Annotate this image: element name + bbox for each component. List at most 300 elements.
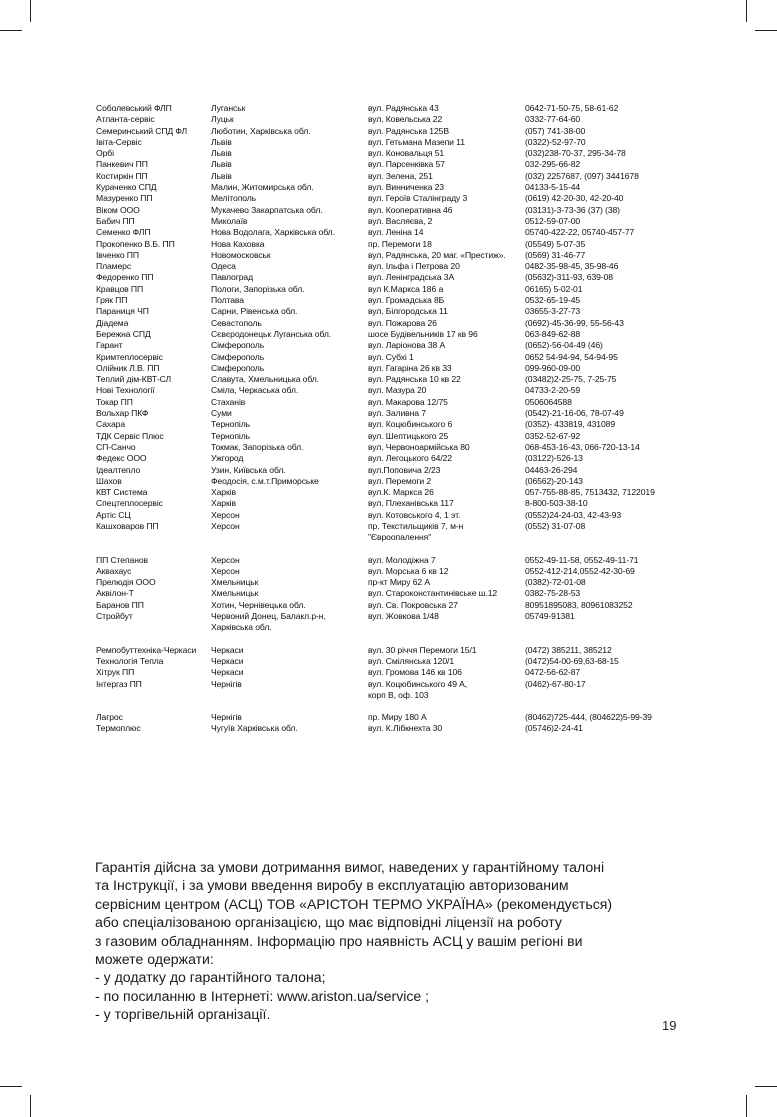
- dealer-address: [368, 306, 525, 317]
- dealer-phone: (0619) 42-20-30, 42-20-40: [525, 193, 624, 204]
- dealer-phone: 0512-59-07-00: [525, 215, 581, 226]
- table-row: [96, 205, 696, 216]
- dealer-phone: 05740-422-22, 05740-457-77: [525, 227, 635, 238]
- dealer-phone: (03122)-526-13: [525, 453, 583, 464]
- dealer-phone: 057-755-88-85, 7513432, 7122019: [525, 487, 655, 498]
- dealer-name: Бабич ПП: [96, 215, 135, 226]
- dealer-name: КВТ Система: [96, 487, 148, 498]
- table-row: [96, 363, 696, 374]
- dealer-address: [368, 679, 525, 702]
- dealer-phone: (0472) 385211, 385212: [525, 644, 612, 655]
- dealer-phone: 068-453-16-43, 066-720-13-14: [525, 441, 640, 452]
- dealer-address: [368, 148, 525, 159]
- crop-mark: [746, 1095, 747, 1117]
- dealer-phone: 0472-56-62-87: [525, 667, 581, 678]
- dealer-address: [368, 216, 525, 227]
- dealer-city-line: Полтава: [211, 295, 244, 306]
- dealer-city: [211, 126, 368, 137]
- dealer-address: [368, 103, 525, 114]
- dealer-name: Технологія Тепла: [96, 655, 164, 666]
- warranty-note-line: сервісним центром (АСЦ) ТОВ «АРІСТОН ТЕРМО УКРАЇНА» (рекомендується): [95, 895, 613, 912]
- dealer-name: Соболевський ФЛП: [96, 103, 172, 113]
- dealer-phone: 06165) 5-02-01: [525, 283, 583, 294]
- dealer-name: ПП Степанов: [96, 554, 148, 565]
- dealer-address: [368, 408, 525, 419]
- dealer-city-line: Сєвєродонецьк Луганська обл.: [211, 328, 332, 339]
- dealer-address-line: вул. Парсенківка 57: [368, 159, 445, 170]
- dealer-city-line: Одеса: [211, 261, 236, 272]
- dealer-name: Панкевич ПП: [96, 159, 148, 170]
- dealer-city-line: Нова Водолага, Харківська обл.: [211, 227, 335, 238]
- dealer-address-line: вул. Заливна 7: [368, 408, 426, 419]
- dealer-name: Семенко ФЛП: [96, 227, 151, 238]
- dealer-name: Кураченко СПД: [96, 182, 157, 193]
- dealer-city: [211, 465, 368, 476]
- dealer-city-line: Новомосковськ: [211, 249, 271, 260]
- dealer-address: [368, 611, 525, 634]
- dealer-address: [368, 600, 525, 611]
- dealer-city-line: Луганськ: [211, 103, 246, 113]
- dealer-city: [211, 442, 368, 453]
- table-row: [96, 510, 696, 521]
- dealer-city-line: Ужгород: [211, 453, 244, 464]
- dealer-address-line: вул. Морська 6 кв 12: [368, 565, 449, 576]
- table-row: [96, 261, 696, 272]
- dealer-city: [211, 318, 368, 329]
- table-row: [96, 171, 696, 182]
- table-row: [96, 385, 696, 396]
- dealer-address-line: вул. Плеханівська 117: [368, 498, 454, 509]
- dealer-city: [211, 261, 368, 272]
- dealer-city-line: Пологи, Запорізька обл.: [211, 283, 305, 294]
- dealer-name: ТДК Сервіс Плюс: [96, 430, 164, 441]
- dealer-phone: (0472)54-00-69,63-68-15: [525, 655, 619, 666]
- dealer-name: Бережна СПД: [96, 328, 151, 339]
- dealer-city-line: Мукачево Закарпатська обл.: [211, 204, 323, 215]
- dealer-address-line: вул. Радянська 10 кв 22: [368, 374, 461, 385]
- dealer-city-line: Сімферополь: [211, 351, 265, 362]
- dealer-address: [368, 510, 525, 521]
- dealer-address: [368, 555, 525, 566]
- dealer-city: [211, 667, 368, 678]
- dealer-address-line: вул. Кооперативна 46: [368, 204, 453, 215]
- table-row: [96, 419, 696, 430]
- dealer-address: [368, 295, 525, 306]
- dealer-city-line: Токмак, Запорізька обл.: [211, 441, 304, 452]
- dealer-phone: (0552)24-24-03, 42-43-93: [525, 509, 622, 520]
- dealer-city: [211, 148, 368, 159]
- dealer-phone: (057) 741-38-00: [525, 125, 586, 136]
- dealer-city: [211, 645, 368, 656]
- dealer-city-line: Хотин, Чернівецька обл.: [211, 599, 306, 610]
- table-row: [96, 374, 696, 385]
- dealer-name: Спецтеплосервіс: [96, 498, 163, 509]
- table-row: [96, 476, 696, 487]
- dealer-address-line: вул. 30 річчя Перемоги 15/1: [368, 644, 477, 655]
- dealer-address-line: вул. Перемоги 2: [368, 475, 432, 486]
- dealer-city: [211, 284, 368, 295]
- dealer-phone: 0552-49-11-58, 0552-49-11-71: [525, 554, 639, 565]
- table-row: [96, 611, 696, 634]
- dealer-phone: 0652 54-94-94, 54-94-95: [525, 351, 618, 362]
- dealer-name: Ідеалтепло: [96, 464, 141, 475]
- table-row: [96, 723, 696, 734]
- dealer-city-line: Хмельницьк: [211, 588, 259, 599]
- table-row: [96, 114, 696, 125]
- dealer-address-line: вул. Ільфа і Петрова 20: [368, 261, 460, 272]
- table-row: [96, 465, 696, 476]
- dealer-city-line: Узин, Київська обл.: [211, 464, 286, 475]
- dealer-address-line: вул. Св. Покровська 27: [368, 599, 458, 610]
- dealer-address-line: пр. Перемоги 18: [368, 238, 432, 249]
- dealer-address-line: вул. Громадська 8Б: [368, 295, 445, 306]
- dealer-city-line: Львів: [211, 136, 232, 147]
- table-row: [96, 148, 696, 159]
- table-row: [96, 487, 696, 498]
- dealer-name: Стройбут: [96, 611, 133, 622]
- dealer-city: [211, 182, 368, 193]
- table-row: [96, 667, 696, 678]
- dealer-city-line: Львів: [211, 170, 232, 181]
- dealer-address: [368, 239, 525, 250]
- dealer-phone: (03131)-3-73-36 (37) (38): [525, 204, 620, 215]
- dealer-phone: (0352)- 433819, 431089: [525, 419, 616, 430]
- dealer-address: [368, 329, 525, 340]
- dealer-phone: 0532-65-19-45: [525, 295, 581, 306]
- dealer-address: [368, 476, 525, 487]
- dealer-city-line: Сімферополь: [211, 340, 265, 351]
- dealer-name: Пламерс: [96, 261, 132, 272]
- dealer-city-line: Мелітополь: [211, 193, 257, 204]
- dealer-address-line: "Євроопалення": [368, 532, 432, 543]
- dealer-phone: (80462)725-444, (804622)5-99-39: [525, 712, 652, 723]
- dealer-address-line: вул. Червоноармійська 80: [368, 441, 470, 452]
- dealer-city-line: Феодосія, с.м.т.Приморське: [211, 475, 319, 486]
- dealer-name: Кравцов ПП: [96, 283, 144, 294]
- dealer-name: Івіта-Сервіс: [96, 136, 142, 147]
- dealer-address: [368, 566, 525, 577]
- dealer-address: [368, 453, 525, 464]
- table-row: [96, 137, 696, 148]
- dealer-address-line: вул. Коцюбинського 6: [368, 419, 453, 430]
- dealer-address-line: вул. Коцюбинського 49 А,: [368, 678, 468, 689]
- dealer-address: [368, 385, 525, 396]
- dealer-address-line: вул. Староконстантинівське ш.12: [368, 588, 498, 599]
- table-row: [96, 679, 696, 702]
- dealer-address: [368, 193, 525, 204]
- dealer-city: [211, 352, 368, 363]
- dealer-name: Баранов ПП: [96, 599, 144, 610]
- dealer-name: Шахов: [96, 475, 122, 486]
- dealer-address-line: пр. Текстильщиків 7, м-н: [368, 520, 464, 531]
- table-row: [96, 588, 696, 599]
- table-row: [96, 329, 696, 340]
- dealer-name: Нові Технології: [96, 385, 155, 396]
- dealer-address-line: вул. Леніна 14: [368, 227, 424, 238]
- dealer-name: Ремпобуттехніка-Черкаси: [96, 644, 197, 655]
- dealer-city-line: Херсон: [211, 554, 240, 565]
- dealer-city: [211, 431, 368, 442]
- dealer-address: [368, 419, 525, 430]
- dealer-name: Федоренко ПП: [96, 272, 154, 283]
- dealer-phone: (032) 2257687, (097) 3441678: [525, 170, 639, 181]
- dealer-phone: (0569) 31-46-77: [525, 249, 586, 260]
- dealer-phone: 0332-77-64-60: [525, 114, 581, 125]
- dealer-phone: 099-960-09-00: [525, 362, 581, 373]
- dealer-city: [211, 521, 368, 544]
- dealer-address: [368, 431, 525, 442]
- dealer-city: [211, 374, 368, 385]
- dealer-city: [211, 250, 368, 261]
- dealer-city: [211, 103, 368, 114]
- dealer-city-line: Харківська обл.: [211, 622, 272, 633]
- dealer-name: Термоплюс: [96, 723, 141, 734]
- dealer-address: [368, 645, 525, 656]
- dealer-city: [211, 577, 368, 588]
- dealer-city-line: Херсон: [211, 520, 240, 531]
- table-row: [96, 712, 696, 723]
- dealer-phone: 03655-3-27-73: [525, 306, 581, 317]
- table-row: [96, 272, 696, 283]
- dealer-city-line: Павлоград: [211, 272, 254, 283]
- dealer-city: [211, 171, 368, 182]
- dealer-city: [211, 453, 368, 464]
- table-row: [96, 645, 696, 656]
- dealer-city-line: Чернігів: [211, 712, 242, 723]
- dealer-name: Теплий дім-КВТ-СЛ: [96, 374, 172, 385]
- dealer-address-line: вул. Винниченка 23: [368, 182, 444, 193]
- table-row: [96, 431, 696, 442]
- dealer-phone: (0552) 31-07-08: [525, 520, 586, 531]
- dealer-address-line: вул. Шептицького 25: [368, 430, 449, 441]
- dealer-phone: (0652)-56-04-49 (46): [525, 340, 603, 351]
- dealer-phone: (0462)-67-80-17: [525, 678, 586, 689]
- dealer-address-line: вул. Гетьмана Мазепи 11: [368, 136, 465, 147]
- dealer-city-line: Херсон: [211, 565, 240, 576]
- dealer-city-line: Херсон: [211, 509, 240, 520]
- dealer-address-line: вул.К. Маркса 26: [368, 487, 434, 498]
- crop-mark: [755, 30, 777, 31]
- dealer-address: [368, 126, 525, 137]
- dealer-address-line: вул. Легоцького 64/22: [368, 453, 452, 464]
- dealer-address: [368, 588, 525, 599]
- dealer-address: [368, 250, 525, 261]
- table-row: [96, 227, 696, 238]
- dealer-city: [211, 723, 368, 734]
- dealer-phone: (0322)-52-97-70: [525, 136, 586, 147]
- dealer-address-line: вул. Смілянська 120/1: [368, 655, 455, 666]
- dealer-address-line: вул. Білгородська 11: [368, 306, 448, 317]
- dealer-phone: (032)238-70-37, 295-34-78: [525, 148, 626, 159]
- dealer-city: [211, 216, 368, 227]
- dealer-phone: 80951895083, 80961083252: [525, 599, 633, 610]
- dealer-city: [211, 205, 368, 216]
- dealer-phone: 0506064588: [525, 396, 572, 407]
- dealer-name: Семеринський СПД ФЛ: [96, 125, 188, 136]
- dealer-city: [211, 656, 368, 667]
- dealer-city: [211, 397, 368, 408]
- table-row: [96, 600, 696, 611]
- dealer-address: [368, 363, 525, 374]
- warranty-note: [95, 858, 695, 1024]
- table-row: [96, 566, 696, 577]
- table-row: [96, 126, 696, 137]
- dealer-city-line: Черкаси: [211, 644, 244, 655]
- dealer-name: Аквахаус: [96, 565, 132, 576]
- dealer-name: Костиркін ПП: [96, 170, 148, 181]
- dealer-city: [211, 159, 368, 170]
- dealer-address: [368, 227, 525, 238]
- table-row: [96, 656, 696, 667]
- dealer-name: Орбі: [96, 148, 114, 159]
- dealer-city-line: Харків: [211, 498, 236, 509]
- dealer-name: Сахара: [96, 419, 126, 430]
- dealer-address-line: вул К.Маркса 186 а: [368, 283, 444, 294]
- dealer-city: [211, 712, 368, 723]
- dealer-address-line: вул. Коновальця 51: [368, 148, 445, 159]
- dealer-name: Прокопенко В.Б. ПП: [96, 238, 175, 249]
- dealer-address: [368, 114, 525, 125]
- dealer-address: [368, 397, 525, 408]
- dealer-phone: 063-849-62-88: [525, 328, 581, 339]
- dealer-address-line: вул. Субхі 1: [368, 351, 414, 362]
- table-row: [96, 318, 696, 329]
- dealer-address: [368, 205, 525, 216]
- dealer-city: [211, 193, 368, 204]
- dealer-address-line: вул. Героїв Сталінграду 3: [368, 193, 468, 204]
- dealer-address-line: пр. Миру 180 А: [368, 712, 427, 723]
- dealer-address: [368, 712, 525, 723]
- dealer-name: Кашховаров ПП: [96, 520, 159, 531]
- dealer-phone: (03482)2-25-75, 7-25-75: [525, 374, 617, 385]
- dealer-city-line: Суми: [211, 408, 232, 419]
- dealer-city-line: Сімферополь: [211, 362, 265, 373]
- dealer-phone: (05549) 5-07-35: [525, 238, 586, 249]
- dealer-address-line: вул. Котовського 4, 1 эт.: [368, 509, 461, 520]
- dealer-city: [211, 487, 368, 498]
- dealer-city-line: Луцьк: [211, 114, 234, 125]
- dealer-city-line: Черкаси: [211, 655, 244, 666]
- dealer-address-line: вул. Жовкова 1/48: [368, 611, 439, 622]
- crop-mark: [0, 1086, 22, 1087]
- dealer-address: [368, 521, 525, 544]
- dealer-phone: 0552-412-214,0552-42-30-69: [525, 565, 635, 576]
- table-row: [96, 521, 696, 544]
- table-row: [96, 453, 696, 464]
- warranty-note-line: - у торгівельній організації.: [95, 1006, 271, 1023]
- dealer-city: [211, 227, 368, 238]
- dealer-name: Мазуренко ПП: [96, 193, 153, 204]
- dealer-name: Токар ПП: [96, 396, 133, 407]
- table-row: [96, 216, 696, 227]
- dealer-address-line: вул. Пожарова 26: [368, 317, 437, 328]
- dealer-name: Лагрос: [96, 712, 123, 723]
- dealer-address: [368, 284, 525, 295]
- dealer-address-line: вул. Васляєва, 2: [368, 215, 433, 226]
- dealer-phone: 0642-71-50-75, 58-61-62: [525, 103, 619, 113]
- dealer-city: [211, 679, 368, 702]
- warranty-note-line: Гарантія дійсна за умови дотримання вимог, наведених у гарантійному талоні: [95, 859, 605, 875]
- dealer-city-line: Чернігів: [211, 678, 242, 689]
- dealer-address: [368, 374, 525, 385]
- service-center-table: [96, 103, 696, 735]
- dealer-city: [211, 611, 368, 634]
- dealer-address-line: вул. Ковельська 22: [368, 114, 443, 125]
- dealer-name: Хітрук ПП: [96, 667, 135, 678]
- dealer-city: [211, 306, 368, 317]
- crop-mark: [746, 0, 747, 22]
- dealer-city-line: Славута, Хмельницька обл.: [211, 374, 319, 385]
- dealer-address: [368, 465, 525, 476]
- dealer-address-line: вул.Поповича 2/23: [368, 464, 441, 475]
- dealer-address: [368, 667, 525, 678]
- table-row: [96, 577, 696, 588]
- dealer-phone: (0692)-45-36-99, 55-56-43: [525, 317, 624, 328]
- dealer-address-line: вул. Мазура 20: [368, 385, 427, 396]
- dealer-phone: 0382-75-28-53: [525, 588, 581, 599]
- dealer-address-line: вул. Громова 146 кв 106: [368, 667, 462, 678]
- dealer-address-line: вул. К.Лібкнехта 30: [368, 723, 443, 734]
- warranty-note-line: - у додатку до гарантійного талона;: [95, 969, 326, 986]
- dealer-phone: (05632)-311-93, 639-08: [525, 272, 613, 283]
- dealer-name: Діадема: [96, 317, 129, 328]
- dealer-city-line: Тернопіль: [211, 430, 251, 441]
- table-row: [96, 498, 696, 509]
- dealer-name: Кримтеплосервіс: [96, 351, 163, 362]
- dealer-city: [211, 363, 368, 374]
- dealer-name: Федекс ООО: [96, 453, 147, 464]
- dealer-city: [211, 476, 368, 487]
- dealer-city: [211, 510, 368, 521]
- dealer-city: [211, 137, 368, 148]
- dealer-name: Вольхар ПКФ: [96, 408, 149, 419]
- dealer-name: Віком ООО: [96, 204, 140, 215]
- dealer-city-line: Стаханів: [211, 396, 246, 407]
- dealer-phone: 0482-35-98-45, 35-98-46: [525, 261, 619, 272]
- dealer-name: Параниця ЧП: [96, 306, 149, 317]
- dealer-address-line: шосе Будівельників 17 кв 96: [368, 328, 478, 339]
- table-row: [96, 182, 696, 193]
- dealer-address: [368, 340, 525, 351]
- warranty-note-line: або спеціалізованою організацією, що має відповідні ліцензії на роботу: [95, 914, 562, 931]
- dealer-name: СП-Санчо: [96, 441, 136, 452]
- table-row: [96, 103, 696, 114]
- dealer-city-line: Хмельницьк: [211, 577, 259, 588]
- dealer-address-line: вул. Молодіжна 7: [368, 554, 436, 565]
- dealer-name: Олійник Л.В. ПП: [96, 362, 160, 373]
- crop-mark: [0, 30, 22, 31]
- dealer-name: Прелюдія ООО: [96, 577, 156, 588]
- table-row: [96, 555, 696, 566]
- dealer-phone: (06562)-20-143: [525, 475, 583, 486]
- dealer-city: [211, 295, 368, 306]
- dealer-city: [211, 408, 368, 419]
- table-row: [96, 250, 696, 261]
- table-row: [96, 284, 696, 295]
- dealer-city-line: Чугуїв Харківська обл.: [211, 723, 298, 734]
- dealer-city: [211, 566, 368, 577]
- dealer-name: Івченко ПП: [96, 249, 139, 260]
- warranty-note-line: та Інструкції, і за умови введення виробу в експлуатацію авторизованим: [95, 877, 569, 894]
- dealer-city: [211, 329, 368, 340]
- dealer-city-line: Люботин, Харківська обл.: [211, 125, 311, 136]
- dealer-city: [211, 555, 368, 566]
- table-row: [96, 442, 696, 453]
- dealer-address: [368, 442, 525, 453]
- dealer-city: [211, 419, 368, 430]
- dealer-city-line: Червоний Донец, Балакл.р-н,: [211, 611, 326, 622]
- dealer-address: [368, 182, 525, 193]
